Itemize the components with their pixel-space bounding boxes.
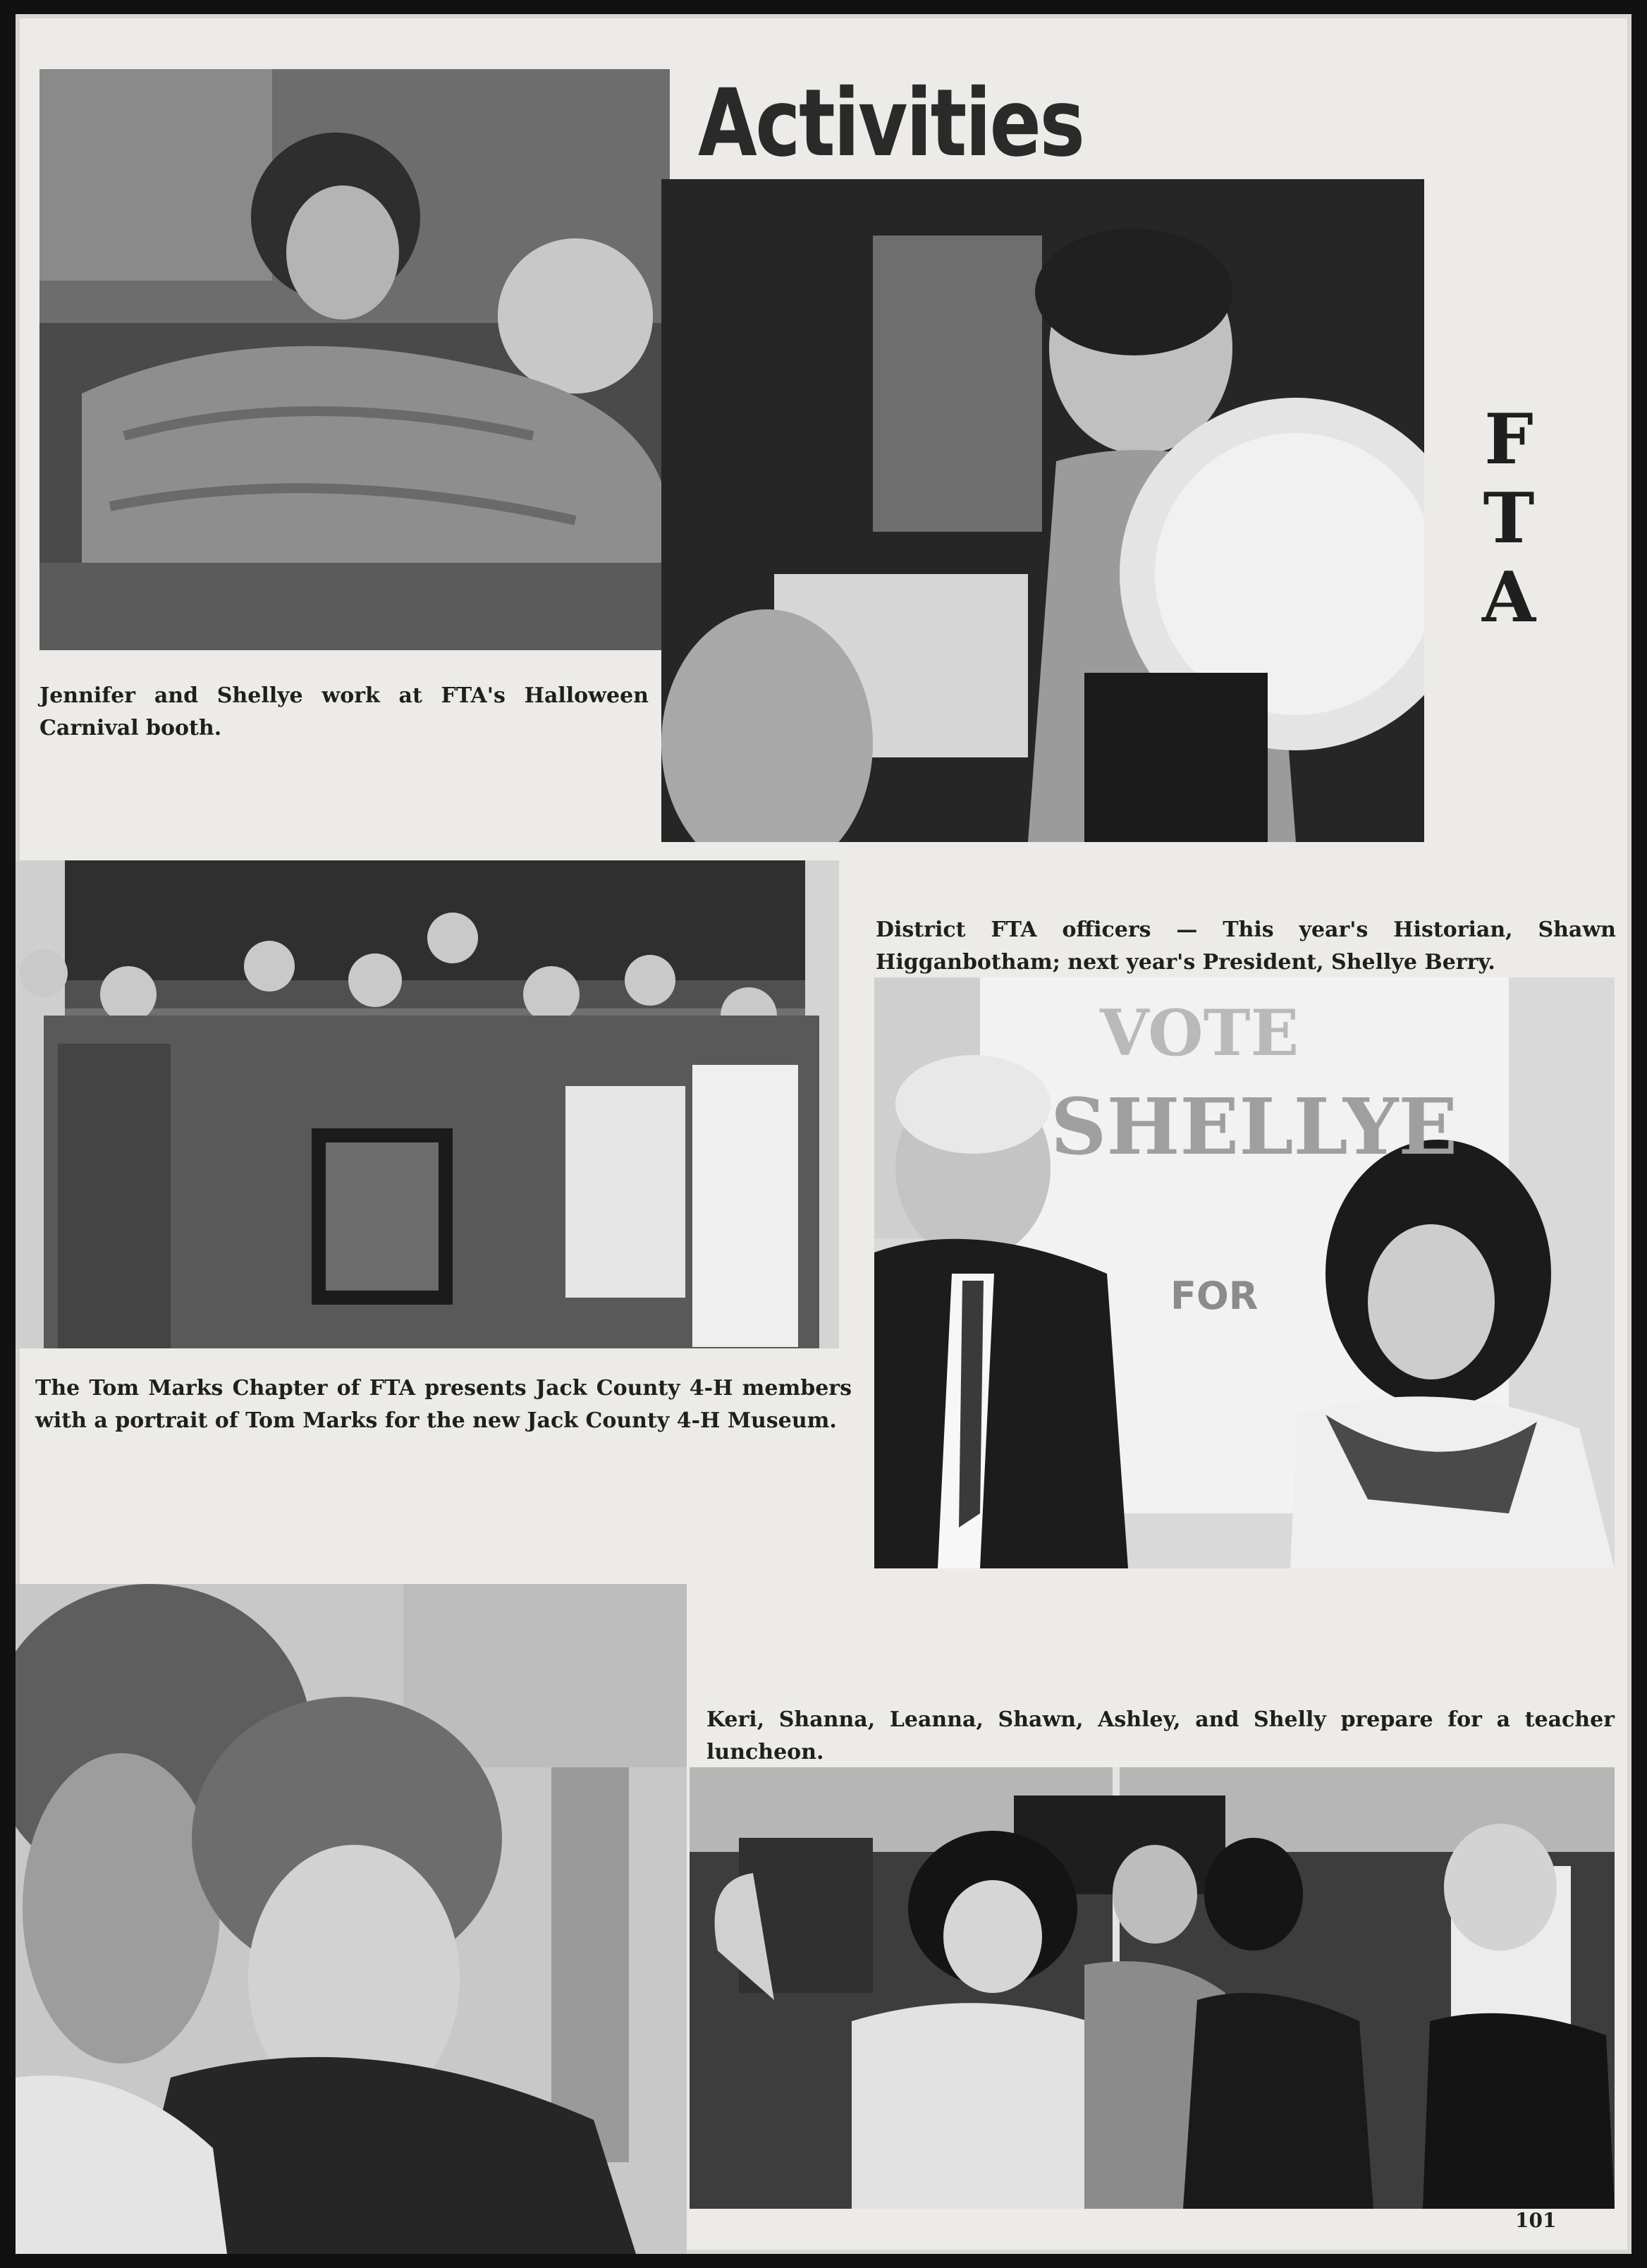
photo-district-officers-image xyxy=(874,977,1615,1568)
sign-for: FOR xyxy=(1170,1274,1259,1318)
sign-vote: VOTE xyxy=(1100,996,1299,1071)
caption-tom-marks-chapter: The Tom Marks Chapter of FTA presents Jack County 4-H members with a portrait of Tom Marks for the new Jack County 4-H Museum. xyxy=(35,1376,852,1433)
page-number: 101 xyxy=(1515,2209,1557,2232)
photo-tom-marks-chapter xyxy=(16,860,839,1348)
photo-teacher-luncheon-image xyxy=(690,1767,1615,2209)
photo-tom-marks-chapter-image xyxy=(16,860,839,1348)
photo-teacher-luncheon xyxy=(690,1767,1615,2209)
sign-shellye: SHELLYE xyxy=(1051,1081,1458,1172)
section-label-fta xyxy=(1475,401,1543,638)
photo-girls-closeup xyxy=(16,1584,687,2254)
photo-district-officers xyxy=(874,977,1615,1568)
caption-district-officers: District FTA officers — This year's Historian, Shawn Higganbotham; next year's President, Shellye Berry. xyxy=(876,917,1616,975)
caption-teacher-luncheon: Keri, Shanna, Leanna, Shawn, Ashley, and Shelly prepare for a teacher luncheon. xyxy=(706,1707,1615,1764)
section-letter-t: T xyxy=(1483,478,1535,559)
section-letter-a: A xyxy=(1481,557,1536,638)
photo-fta-sash xyxy=(661,179,1424,842)
photo-fta-sash-image xyxy=(661,179,1424,842)
photo-girls-closeup-image xyxy=(16,1584,687,2254)
photo-halloween-booth-image xyxy=(39,69,670,650)
page-title: Activities xyxy=(698,69,1084,178)
section-letter-f: F xyxy=(1484,399,1533,480)
caption-halloween-booth: Jennifer and Shellye work at FTA's Halloween Carnival booth. xyxy=(39,683,649,740)
photo-halloween-booth xyxy=(39,69,670,650)
yearbook-page xyxy=(16,14,1631,2254)
